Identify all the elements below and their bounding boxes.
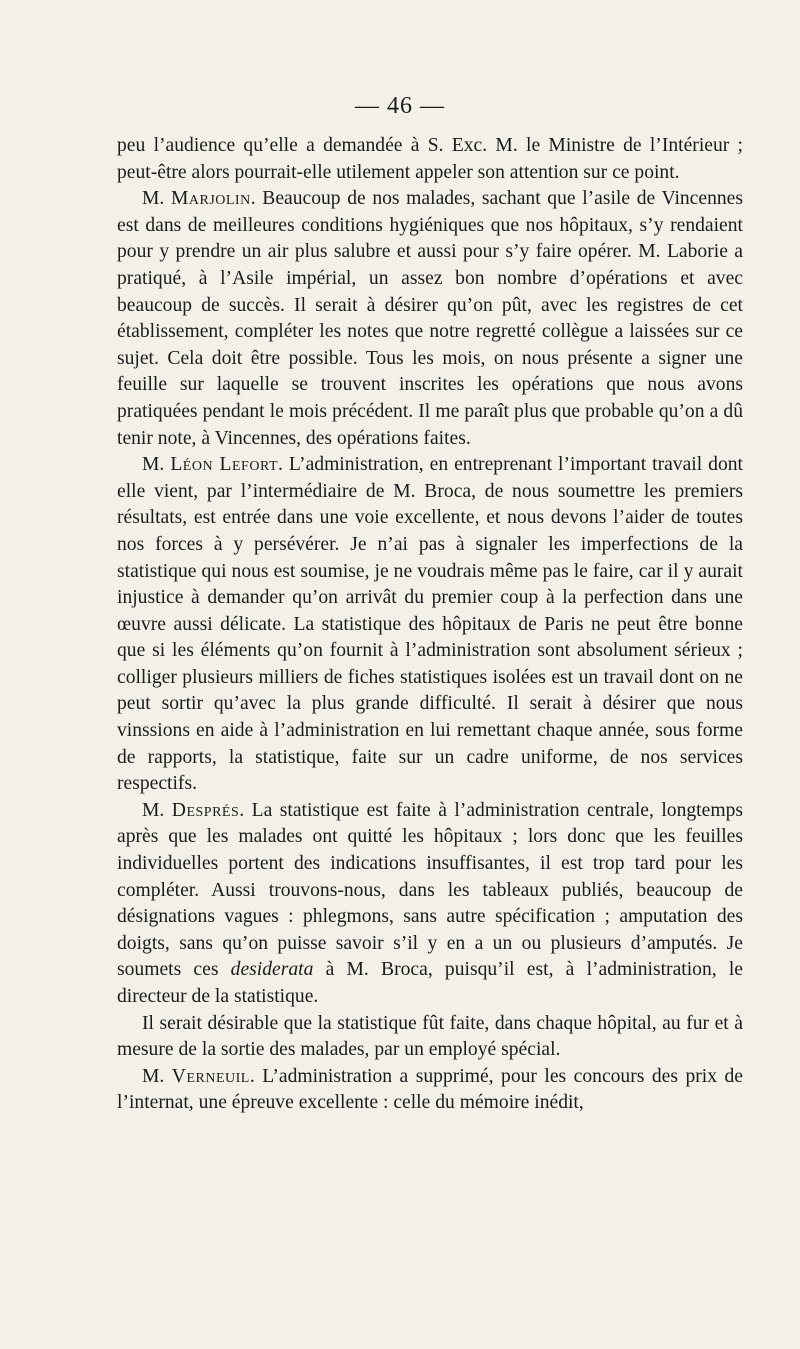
speaker-name: Marjolin (170, 188, 251, 210)
text-segment: . L’administration, en entreprenant l’important travail dont elle vient, par l’intermédiaire de M. Broca, de nous soumettre les premiers résultats, est entrée dans une voie excellente, et nous devons l’aider de toutes nos forces à y persévérer. Je n’ai pas à signaler les imperfections de la statistique qui nous est soumise, je ne voudrais même pas le faire, car il y aurait injustice à demander qu’on arrivât du premier coup à la perfection dans une œuvre aussi délicate. La statistique des hôpitaux de Paris ne peut être bonne que si les éléments qu’on fournit à l’administration sont absolument sérieux ; colliger plusieurs milliers de fiches statistiques isolées est un travail dont on ne peut sortir qu’avec la plus grande difficulté. Il serait à désirer que nous vinssions en aide à l’administration en lui remettant chaque année, sous forme de rapports, la statistique, faite sur un cadre uniforme, de nos services respectifs. (117, 454, 743, 795)
text-segment: Il serait désirable que la statistique fût faite, dans chaque hôpital, au fur et à mesure de la sortie des malades, par un employé spécial. (117, 1012, 743, 1061)
paragraph (117, 1064, 743, 1117)
body-text (117, 133, 743, 1117)
page-number: — 46 — (355, 93, 445, 119)
text-segment: peu l’audience qu’elle a demandée à S. Exc. M. le Ministre de l’Intérieur ; peut-être alors pourrait-elle utilement appeler son attention sur ce point. (117, 135, 743, 183)
paragraph (117, 133, 743, 186)
italic-text: desiderata (230, 959, 314, 981)
text-segment: . L’administration a supprimé, pour les concours des prix de l’internat, une épreuve excellente : celle du mémoire inédit, (117, 1065, 743, 1114)
paragraph (117, 186, 743, 452)
text-segment: à M. Broca, puisqu’il est, à l’administration, le directeur de la statistique. (117, 959, 743, 1007)
speaker-name: Verneuil (171, 1065, 250, 1087)
text-segment: M. (142, 454, 171, 476)
paragraph (117, 1011, 743, 1064)
speaker-name: Després (171, 799, 240, 821)
text-segment: . La statistique est faite à l’administration centrale, longtemps après que les malades ont quitté les hôpitaux ; lors donc que les feuilles individuelles portent des indications insuffisantes, il est trop tard pour les compléter. Aussi trouvons-nous, dans les tableaux publiés, beaucoup de désignations vagues : phlegmons, sans autre spécification ; amputation des doigts, sans qu’on puisse savoir s’il y en a un ou plusieurs d’amputés. Je soumets ces (117, 799, 743, 981)
paragraph (117, 798, 743, 1011)
speaker-name: Léon Lefort (170, 454, 278, 476)
text-segment: M. (142, 1065, 172, 1087)
text-segment: . Beaucoup de nos malades, sachant que l’asile de Vincennes est dans de meilleures conditions hygiéniques que nos hôpitaux, s’y rendaient pour y prendre un air plus salubre et aussi pour s’y faire opérer. M. Laborie a pratiqué, à l’Asile impérial, un assez bon nombre d’opérations et avec beaucoup de succès. Il serait à désirer qu’on pût, avec les registres de cet établissement, compléter les notes que notre regretté collègue a laissées sur ce sujet. Cela doit être possible. Tous les mois, on nous présente a signer une feuille sur laquelle se trouvent inscrites les opérations que nous avons pratiquées pendant le mois précédent. Il me paraît plus que probable qu’on a dû tenir note, à Vincennes, des opérations faites. (117, 188, 743, 449)
text-segment: M. (142, 188, 171, 210)
paragraph (117, 452, 743, 798)
text-segment: M. (142, 799, 172, 821)
